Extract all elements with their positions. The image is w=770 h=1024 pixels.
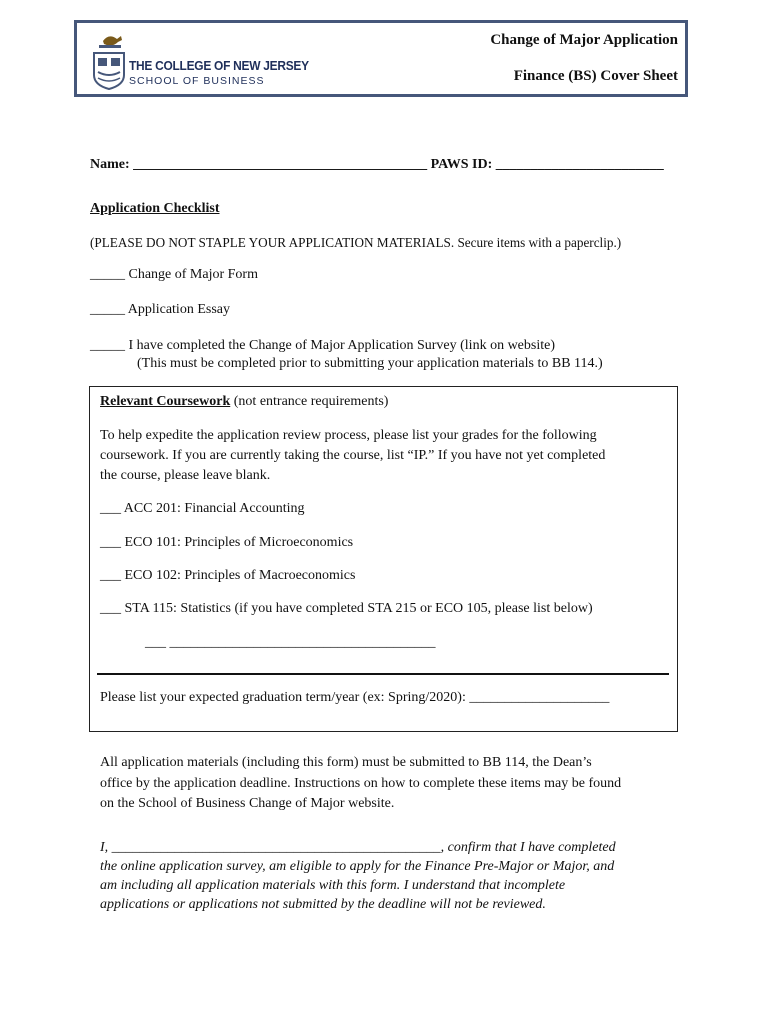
- coursework-heading: Relevant Coursework: [100, 394, 231, 409]
- coursework-instructions-line: To help expedite the application review process, please list your grades for the following: [100, 428, 597, 443]
- certification-line: am including all application materials with this form. I understand that incomplete: [100, 878, 566, 893]
- submission-line: office by the application deadline. Instructions on how to complete these items may be found: [100, 775, 622, 791]
- checklist-item-form[interactable]: _____ Change of Major Form: [90, 267, 258, 282]
- paws-id-field[interactable]: ________________________: [495, 157, 664, 172]
- identity-row: [90, 157, 664, 173]
- survey-note: (This must be completed prior to submitting your application materials to BB 114.): [137, 356, 603, 371]
- coursework-divider: [97, 673, 669, 675]
- paws-id-label: PAWS ID:: [430, 157, 493, 172]
- logo-school-name: SCHOOL OF BUSINESS: [129, 75, 265, 87]
- coursework-heading-note: (not entrance requirements): [233, 394, 389, 409]
- certification-signature-line[interactable]: I, _______________________________________________, confirm that I have completed: [100, 840, 616, 855]
- page-subtitle: Finance (BS) Cover Sheet: [513, 68, 678, 84]
- alternate-course-field[interactable]: ___ ______________________________________: [145, 635, 436, 650]
- course-eco-102[interactable]: ___ ECO 102: Principles of Macroeconomics: [100, 568, 356, 583]
- course-sta-115[interactable]: ___ STA 115: Statistics (if you have completed STA 215 or ECO 105, please list below): [100, 601, 593, 616]
- name-field[interactable]: __________________________________________: [133, 157, 428, 172]
- submission-line: on the School of Business Change of Major website.: [100, 796, 395, 811]
- page-title: Change of Major Application: [490, 32, 678, 48]
- graduation-term-field[interactable]: Please list your expected graduation term/year (ex: Spring/2020): ____________________: [100, 690, 610, 705]
- course-acc-201[interactable]: ___ ACC 201: Financial Accounting: [100, 501, 305, 516]
- course-eco-101[interactable]: ___ ECO 101: Principles of Microeconomics: [100, 535, 354, 550]
- checklist-item-survey[interactable]: _____ I have completed the Change of Major Application Survey (link on website): [90, 338, 556, 353]
- submission-instructions: [100, 753, 621, 815]
- checklist-item-essay[interactable]: _____ Application Essay: [90, 302, 230, 317]
- coursework-instructions-line: the course, please leave blank.: [100, 468, 271, 483]
- certification-line: the online application survey, am eligible to apply for the Finance Pre-Major or Major, and: [100, 859, 615, 874]
- name-label: Name:: [90, 157, 130, 172]
- seal-icon: [89, 31, 129, 93]
- submission-line: All application materials (including this form) must be submitted to BB 114, the Dean’s: [100, 755, 592, 770]
- checklist-note: (PLEASE DO NOT STAPLE YOUR APPLICATION MATERIALS. Secure items with a paperclip.): [90, 235, 622, 250]
- header-box: [74, 20, 688, 97]
- certification-statement: [100, 838, 616, 914]
- logo-college-name: THE COLLEGE OF NEW JERSEY: [129, 58, 309, 73]
- coursework-heading-row: [100, 394, 388, 410]
- checklist-heading: Application Checklist: [90, 201, 220, 216]
- college-logo: [89, 31, 309, 93]
- coursework-instructions-line: coursework. If you are currently taking the course, list “IP.” If you have not yet completed: [100, 448, 606, 463]
- certification-line: applications or applications not submitted by the deadline will not be reviewed.: [100, 897, 546, 912]
